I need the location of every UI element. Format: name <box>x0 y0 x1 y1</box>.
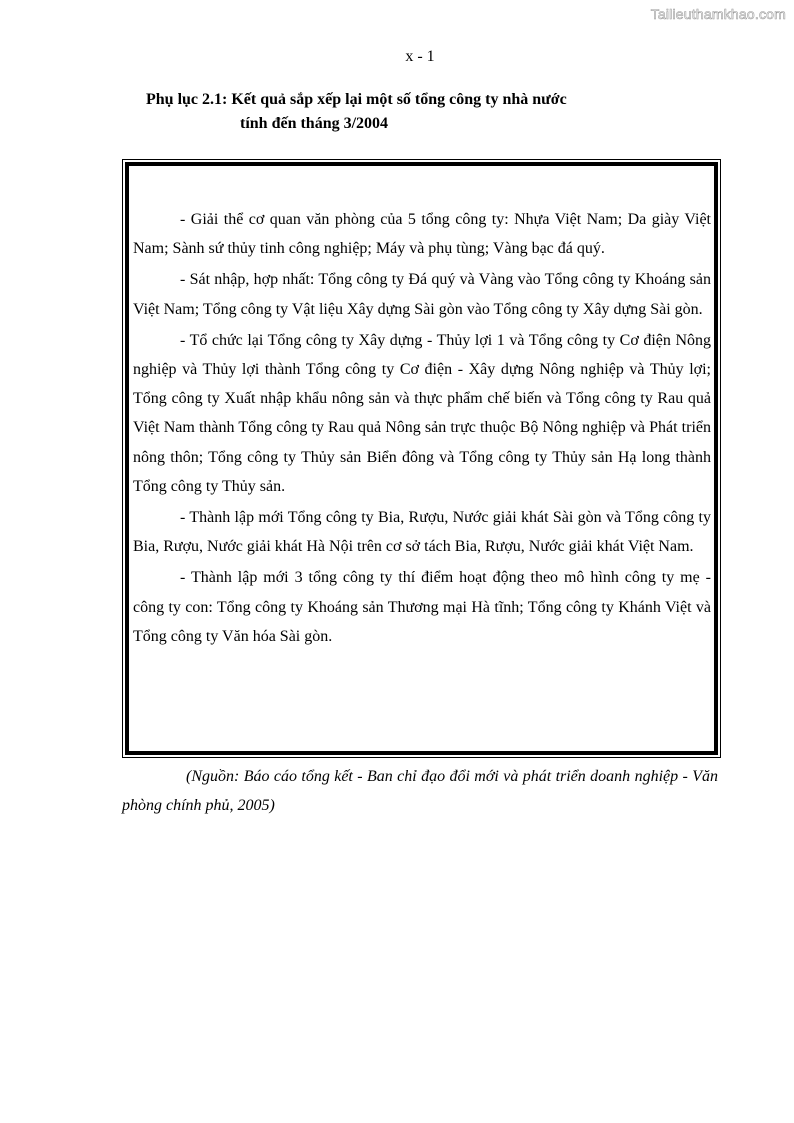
page-number: x - 1 <box>405 48 435 65</box>
appendix-heading-line1: Phụ lục 2.1: Kết quả sắp xếp lại một số tổng công ty nhà nước <box>146 91 567 108</box>
source-citation: (Nguồn: Báo cáo tổng kết - Ban chỉ đạo đổi mới và phát triển doanh nghiệp - Văn phòng chính phủ, 2005) <box>122 768 718 814</box>
paragraph-reorganization: - Tổ chức lại Tổng công ty Xây dựng - Thủy lợi 1 và Tổng công ty Cơ điện Nông nghiệp và Thủy lợi thành Tổng công ty Cơ điện - Xây dựng Nông nghiệp và Thủy lợi; Tổng công ty Xuất nhập khẩu nông sản và thực phẩm chế biến và Tổng công ty Rau quả Việt Nam thành Tổng công ty Rau quả Nông sản trực thuộc Bộ Nông nghiệp và Phát triển nông thôn; Tổng công ty Thủy sản Biển đông và Tổng công ty Thủy sản Hạ long thành Tổng công ty Thủy sản. <box>133 331 711 495</box>
watermark: Tailieuthamkhao.com <box>650 6 786 22</box>
content-body <box>133 205 711 653</box>
paragraph-dissolution: - Giải thể cơ quan văn phòng của 5 tổng công ty: Nhựa Việt Nam; Da giày Việt Nam; Sành sứ thủy tinh công nghiệp; Máy và phụ tùng; Vàng bạc đá quý. <box>133 211 711 258</box>
appendix-heading-line2: tính đến tháng 3/2004 <box>240 115 389 132</box>
paragraph-new-beverage-corporations: - Thành lập mới Tổng công ty Bia, Rượu, Nước giải khát Sài gòn và Tổng công ty Bia, Rượu, Nước giải khát Hà Nội trên cơ sở tách Bia, Rượu, Nước giải khát Việt Nam. <box>133 509 711 556</box>
appendix-heading <box>146 88 567 136</box>
paragraph-parent-subsidiary-pilot: - Thành lập mới 3 tổng công ty thí điểm hoạt động theo mô hình công ty mẹ - công ty con: Tổng công ty Khoáng sản Thương mại Hà tĩnh; Tổng công ty Khánh Việt và Tổng công ty Văn hóa Sài gòn. <box>133 569 711 645</box>
paragraph-merger: - Sát nhập, hợp nhất: Tổng công ty Đá quý và Vàng vào Tổng công ty Khoáng sản Việt Nam; Tổng công ty Vật liệu Xây dựng Sài gòn vào Tổng công ty Xây dựng Sài gòn. <box>133 271 711 318</box>
